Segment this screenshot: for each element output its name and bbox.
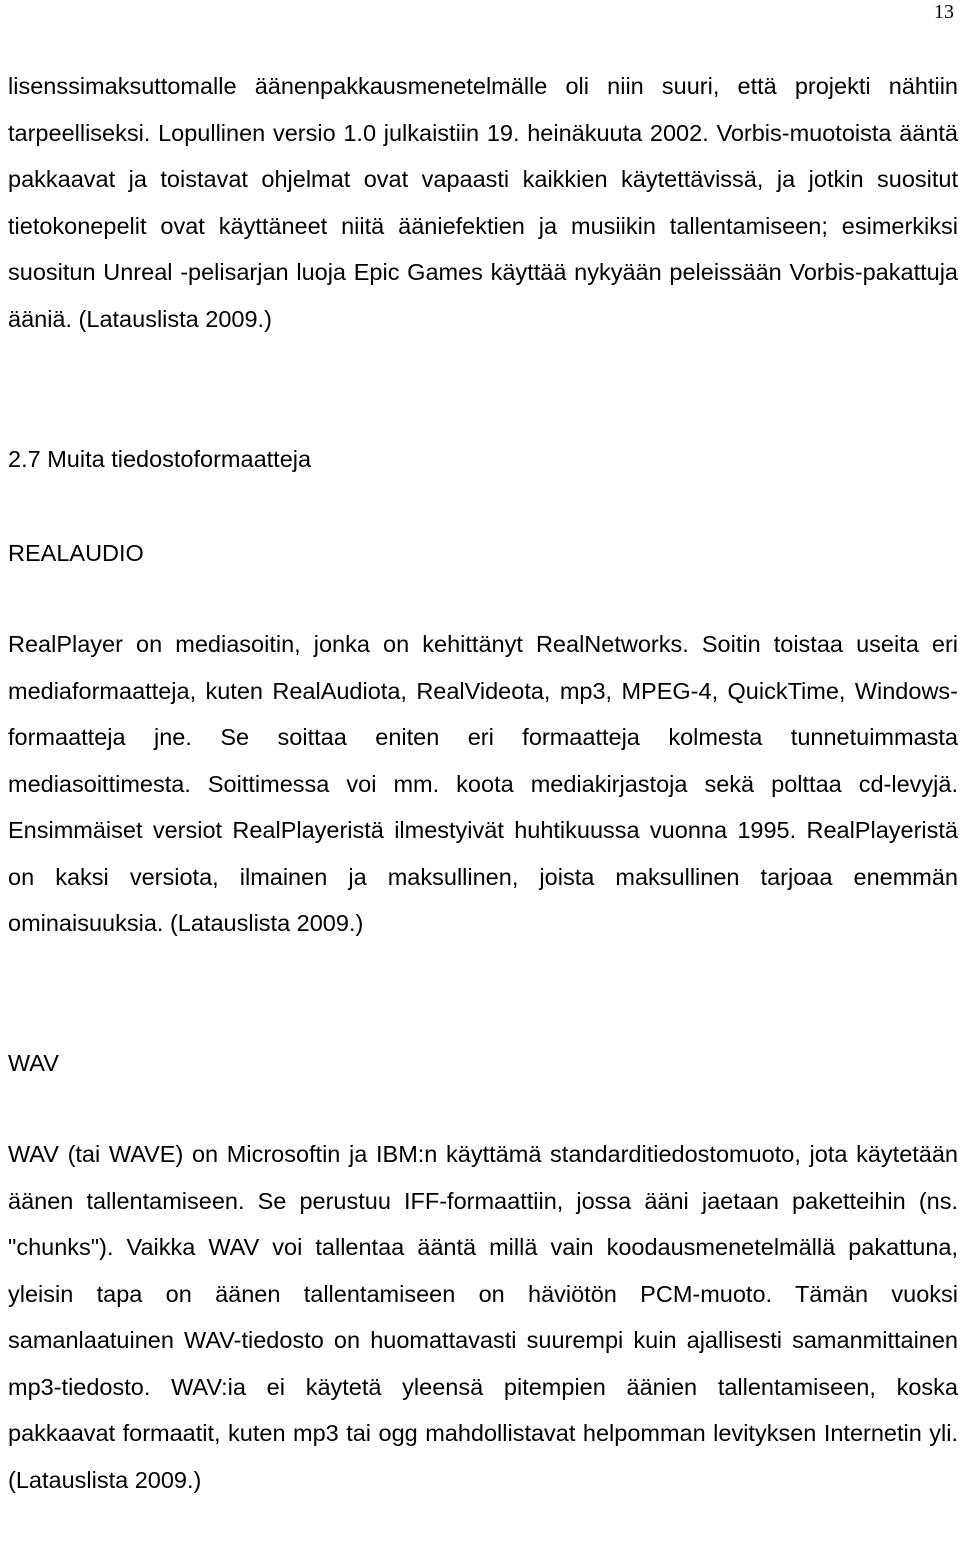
- wav-heading: WAV: [8, 1050, 59, 1076]
- wav-paragraph: WAV (tai WAVE) on Microsoftin ja IBM:n käyttämä standarditiedostomuoto, jota käytetään äänen tallentamiseen. Se perustuu IFF-formaattiin, jossa ääni jaetaan paketteihin (ns. "chunks"). Vaikka WAV voi tallentaa ääntä millä vain koodausmenetelmällä pakattuna, yleisin tapa on äänen tallentamiseen on häviötön PCM-muoto. Tämän vuoksi samanlaatuinen WAV-tiedosto on huomattavasti suurempi kuin ajallisesti samanmittainen mp3-tiedosto. WAV:ia ei käytetä yleensä pitempien äänien tallentamiseen, koska pakkaavat formaatit, kuten mp3 tai ogg mahdollistavat helpomman levityksen Internetin yli. (Latauslista 2009.): [8, 1141, 958, 1493]
- realaudio-heading: REALAUDIO: [8, 540, 144, 566]
- page-number: 13: [934, 1, 954, 23]
- intro-paragraph: lisenssimaksuttomalle äänenpakkausmenetelmälle oli niin suuri, että projekti nähtiin tarpeelliseksi. Lopullinen versio 1.0 julkaistiin 19. heinäkuuta 2002. Vorbis-muotoista ääntä pakkaavat ja toistavat ohjelmat ovat vapaasti kaikkien käytettävissä, ja jotkin suositut tietokonepelit ovat käyttäneet niitä ääniefektien ja musiikin tallentamiseen; esimerkiksi suositun Unreal -pelisarjan luoja Epic Games käyttää nykyään peleissään Vorbis-pakattuja ääniä. (Latauslista 2009.): [8, 73, 958, 332]
- section-title: 2.7 Muita tiedostoformaatteja: [8, 446, 312, 472]
- realaudio-paragraph: RealPlayer on mediasoitin, jonka on kehittänyt RealNetworks. Soitin toistaa useita eri mediaformaatteja, kuten RealAudiota, RealVideota, mp3, MPEG-4, QuickTime, Windows-formaatteja jne. Se soittaa eniten eri formaatteja kolmesta tunnetuimmasta mediasoittimesta. Soittimessa voi mm. koota mediakirjastoja sekä polttaa cd-levyjä. Ensimmäiset versiot RealPlayeristä ilmestyivät huhtikuussa vuonna 1995. RealPlayeristä on kaksi versiota, ilmainen ja maksullinen, joista maksullinen tarjoaa enemmän ominaisuuksia. (Latauslista 2009.): [8, 631, 958, 936]
